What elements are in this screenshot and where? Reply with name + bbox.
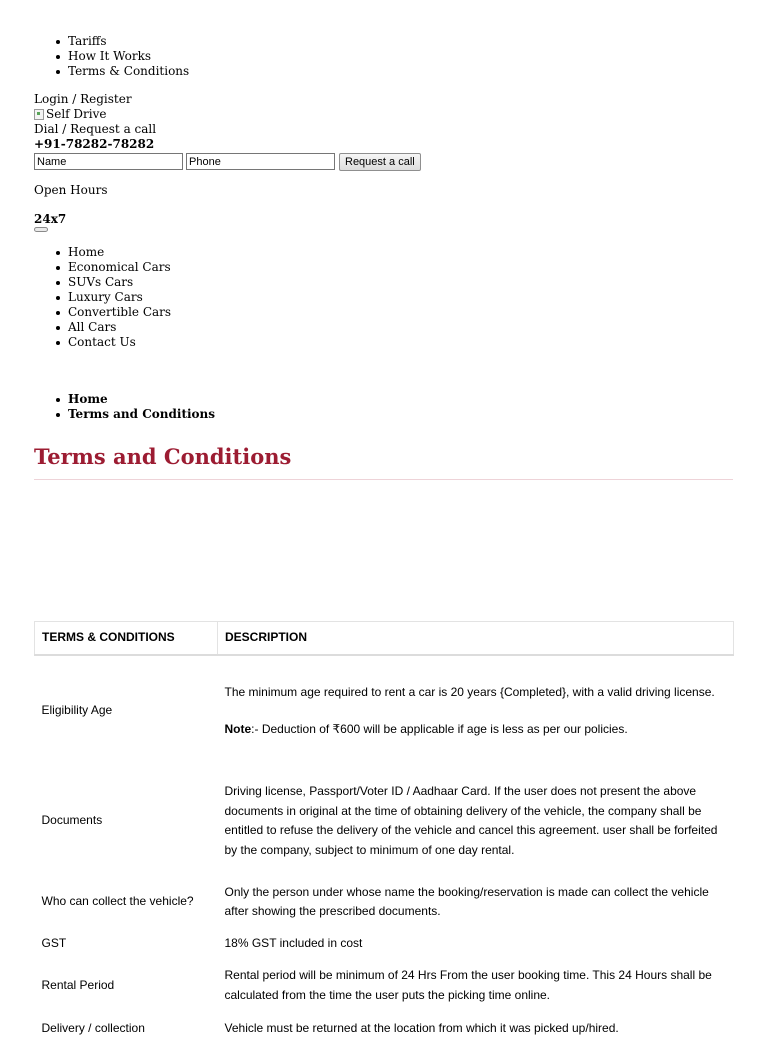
bullet-icon — [56, 251, 60, 255]
top-menu-label[interactable]: Tariffs — [68, 34, 107, 48]
nav-item-convertible-cars[interactable] — [68, 305, 171, 320]
phone-number[interactable]: +91-78282-78282 — [34, 137, 155, 151]
page-title: Terms and Conditions — [34, 444, 292, 469]
term-cell: Delivery / collection — [41, 1021, 145, 1036]
logo-alt-text: Self Drive — [46, 107, 107, 121]
title-divider — [34, 479, 733, 480]
nav-item-luxury-cars[interactable] — [68, 290, 171, 305]
column-header-terms: TERMS & CONDITIONS — [35, 622, 218, 656]
top-menu-item-terms[interactable] — [68, 64, 189, 79]
top-menu-label[interactable]: Terms & Conditions — [68, 64, 190, 78]
bullet-icon — [56, 311, 60, 315]
top-menu — [68, 34, 189, 79]
main-nav — [68, 245, 171, 350]
nav-item-label[interactable]: Convertible Cars — [68, 305, 172, 319]
table-row — [35, 655, 734, 766]
dial-label: Dial / Request a call — [34, 122, 157, 136]
bullet-icon — [56, 70, 60, 74]
menu-toggle-button[interactable] — [34, 227, 48, 232]
bullet-icon — [56, 40, 60, 44]
terms-table — [34, 621, 734, 1046]
note-text: :- Deduction of ₹600 will be applicable if age is less as per our policies. — [251, 722, 628, 736]
breadcrumb-label: Terms and Conditions — [68, 407, 216, 421]
table-row — [35, 766, 734, 876]
breadcrumb-label[interactable]: Home — [68, 392, 108, 406]
table-row — [35, 928, 734, 959]
table-row — [35, 876, 734, 928]
description-cell: Only the person under whose name the booking/reservation is made can collect the vehicle after showing the prescribed documents. — [224, 884, 709, 918]
phone-input[interactable] — [186, 153, 335, 170]
table-row — [35, 959, 734, 1012]
description-cell: Vehicle must be returned at the location from which it was picked up/hired. — [224, 1021, 619, 1036]
top-menu-label[interactable]: How It Works — [68, 49, 152, 63]
request-call-button[interactable]: Request a call — [339, 153, 421, 171]
term-cell: Eligibility Age — [35, 655, 218, 766]
term-cell: GST — [41, 935, 67, 950]
open-hours-value: 24x7 — [34, 212, 67, 226]
bullet-icon — [56, 398, 60, 402]
nav-item-home[interactable] — [68, 245, 171, 260]
note-label: Note — [224, 722, 252, 736]
description-cell: Driving license, Passport/Voter ID / Aadhaar Card. If the user does not present the above documents in original at the time of obtaining delivery of the vehicle, the company shall be entitled to refuse the delivery of the vehicle and cancel this agreement. user shall be forfeited by the company, subject to minimum of one day rental. — [224, 784, 718, 857]
bullet-icon — [56, 55, 60, 59]
term-cell: Documents — [41, 813, 103, 828]
bullet-icon — [56, 266, 60, 270]
top-menu-item-tariffs[interactable] — [68, 34, 189, 49]
table-header-row — [35, 622, 734, 656]
term-cell: Rental Period — [41, 977, 115, 992]
description-cell: Rental period will be minimum of 24 Hrs From the user booking time. This 24 Hours shall be calculated from the time the user puts the picking time online. — [224, 968, 712, 1002]
nav-item-label[interactable]: SUVs Cars — [68, 275, 134, 289]
description-cell — [218, 655, 734, 766]
name-input[interactable] — [34, 153, 183, 170]
description-note — [225, 720, 727, 740]
bullet-icon — [56, 341, 60, 345]
nav-item-suvs-cars[interactable] — [68, 275, 171, 290]
nav-item-contact-us[interactable] — [68, 335, 171, 350]
callback-form — [34, 153, 421, 171]
top-menu-item-how-it-works[interactable] — [68, 49, 189, 64]
bullet-icon — [56, 326, 60, 330]
open-hours-label: Open Hours — [34, 183, 108, 197]
term-cell: Who can collect the vehicle? — [41, 894, 194, 909]
nav-item-economical-cars[interactable] — [68, 260, 171, 275]
breadcrumb — [68, 392, 215, 422]
logo[interactable] — [34, 107, 107, 122]
bullet-icon — [56, 281, 60, 285]
nav-item-label[interactable]: Contact Us — [68, 335, 136, 349]
description-text: The minimum age required to rent a car is 20 years {Completed}, with a valid driving license. — [224, 684, 715, 699]
breadcrumb-item-home[interactable] — [68, 392, 215, 407]
login-register-link[interactable]: Login / Register — [34, 92, 132, 106]
breadcrumb-item-current — [68, 407, 215, 422]
bullet-icon — [56, 413, 60, 417]
nav-item-label[interactable]: Home — [68, 245, 105, 259]
nav-item-all-cars[interactable] — [68, 320, 171, 335]
nav-item-label[interactable]: Luxury Cars — [68, 290, 143, 304]
broken-image-icon — [34, 109, 44, 120]
nav-item-label[interactable]: Economical Cars — [68, 260, 171, 274]
table-row — [35, 1012, 734, 1046]
bullet-icon — [56, 296, 60, 300]
nav-item-label[interactable]: All Cars — [68, 320, 117, 334]
column-header-description: DESCRIPTION — [218, 622, 734, 656]
description-cell: 18% GST included in cost — [224, 935, 363, 950]
